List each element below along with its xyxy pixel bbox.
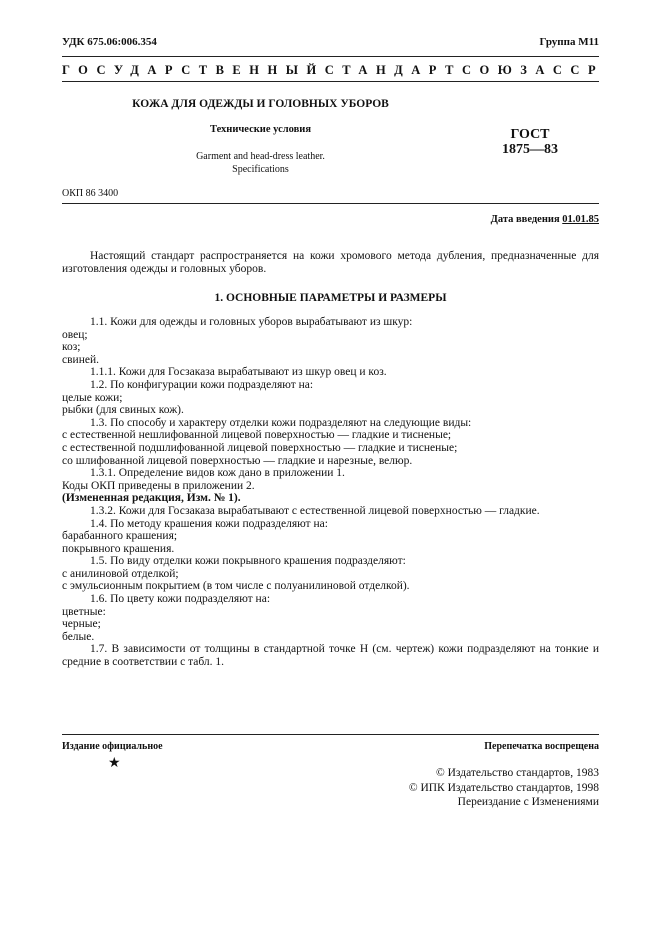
clause-line: с естественной подшлифованной лицевой поверхностью — гладкие и тисненые; bbox=[62, 441, 458, 454]
banner-word: СОЮЗА bbox=[461, 63, 553, 77]
banner-word: ССР bbox=[552, 63, 605, 77]
document-title: КОЖА ДЛЯ ОДЕЖДЫ И ГОЛОВНЫХ УБОРОВ bbox=[132, 98, 389, 110]
clause-line: 1.3.2. Кожи для Госзаказа вырабатывают с естественной лицевой поверхностью — гладкие. bbox=[90, 504, 540, 517]
reprint-prohibited: Перепечатка воспрещена bbox=[484, 741, 599, 752]
official-edition: Издание официальное bbox=[62, 741, 163, 752]
banner-word: СТАНДАРТ bbox=[324, 63, 462, 77]
english-title-line2: Specifications bbox=[232, 164, 289, 175]
clause-line: целые кожи; bbox=[62, 391, 123, 404]
section-body bbox=[62, 316, 599, 669]
top-rule bbox=[62, 56, 599, 57]
gost-number-block bbox=[470, 127, 590, 157]
english-title-line1: Garment and head-dress leather. bbox=[196, 151, 325, 162]
clause-line: черные; bbox=[62, 618, 101, 631]
clause-line: белые. bbox=[62, 630, 95, 643]
footer-rule bbox=[62, 734, 599, 735]
clause-line: 1.1. Кожи для одежды и головных уборов вырабатывают из шкур: bbox=[90, 316, 413, 328]
clause-line: с естественной нешлифованной лицевой поверхностью — гладкие и тисненые; bbox=[62, 429, 452, 442]
gost-number: 1875—83 bbox=[502, 142, 558, 157]
udk-code: УДК 675.06:006.354 bbox=[62, 36, 157, 48]
clause-line: с эмульсионным покрытием (в том числе с полуанилиновой отделкой). bbox=[62, 580, 410, 593]
okp-rule bbox=[62, 203, 599, 204]
section-heading: 1. ОСНОВНЫЕ ПАРАМЕТРЫ И РАЗМЕРЫ bbox=[214, 292, 447, 304]
clause-line: барабанного крашения; bbox=[62, 530, 178, 543]
copyright-line: © ИПК Издательство стандартов, 1998 bbox=[408, 781, 599, 794]
introduction-date bbox=[491, 214, 599, 225]
reissue-note: Переиздание с Изменениями bbox=[457, 796, 599, 808]
clause-line: Коды ОКП приведены в приложении 2. bbox=[62, 479, 255, 492]
star-icon: ★ bbox=[108, 756, 121, 771]
document-subtitle: Технические условия bbox=[209, 124, 312, 135]
english-title bbox=[62, 150, 459, 176]
state-standard-banner bbox=[62, 63, 605, 78]
group-code: Группа М11 bbox=[539, 36, 599, 48]
clause-line: покрывного крашения. bbox=[62, 542, 175, 555]
clause-line: 1.3.1. Определение видов кож дано в приложении 1. bbox=[90, 467, 345, 480]
clause-line: с анилиновой отделкой; bbox=[62, 567, 179, 580]
okp-code: ОКП 86 3400 bbox=[62, 188, 119, 199]
copyright-block bbox=[409, 766, 599, 810]
clause-line: 1.5. По виду отделки кожи покрывного крашения подразделяют: bbox=[90, 555, 406, 568]
gost-label: ГОСТ bbox=[510, 127, 550, 142]
banner-word: ГОСУДАРСТВЕННЫЙ bbox=[62, 63, 325, 77]
date-label: Дата введения bbox=[490, 214, 560, 225]
clause-line: 1.6. По цвету кожи подразделяют на: bbox=[90, 593, 271, 606]
clause-line: 1.3. По способу и характеру отделки кожи подразделяют на следующие виды: bbox=[90, 416, 472, 429]
clause-line: 1.4. По методу крашения кожи подразделяют на: bbox=[90, 517, 328, 530]
clause-line: со шлифованной лицевой поверхностью — гладкие и нарезные, велюр. bbox=[62, 454, 413, 467]
clause-line: 1.1.1. Кожи для Госзаказа вырабатывают из шкур овец и коз. bbox=[90, 366, 387, 379]
clause-line: овец; bbox=[62, 328, 88, 341]
banner-bottom-rule bbox=[62, 81, 599, 82]
clause-line: свиней. bbox=[62, 353, 99, 366]
copyright-line: © Издательство стандартов, 1983 bbox=[435, 767, 599, 779]
intro-paragraph: Настоящий стандарт распространяется на кожи хромового метода дубления, предназначенные для изготовления одежды и головных уборов. bbox=[62, 250, 599, 275]
amendment-note: (Измененная редакция, Изм. № 1). bbox=[62, 492, 241, 505]
clause-line: цветные: bbox=[62, 605, 106, 618]
date-value: 01.01.85 bbox=[562, 214, 599, 225]
clause-line: рыбки (для свиных кож). bbox=[62, 404, 184, 417]
clause-line: коз; bbox=[62, 341, 81, 354]
clause-line: 1.7. В зависимости от толщины в стандартной точке Н (см. чертеж) кожи подразделяют на тонкие и средние в соответствии с табл. 1. bbox=[62, 643, 599, 669]
clause-line: 1.2. По конфигурации кожи подразделяют на: bbox=[90, 378, 314, 391]
